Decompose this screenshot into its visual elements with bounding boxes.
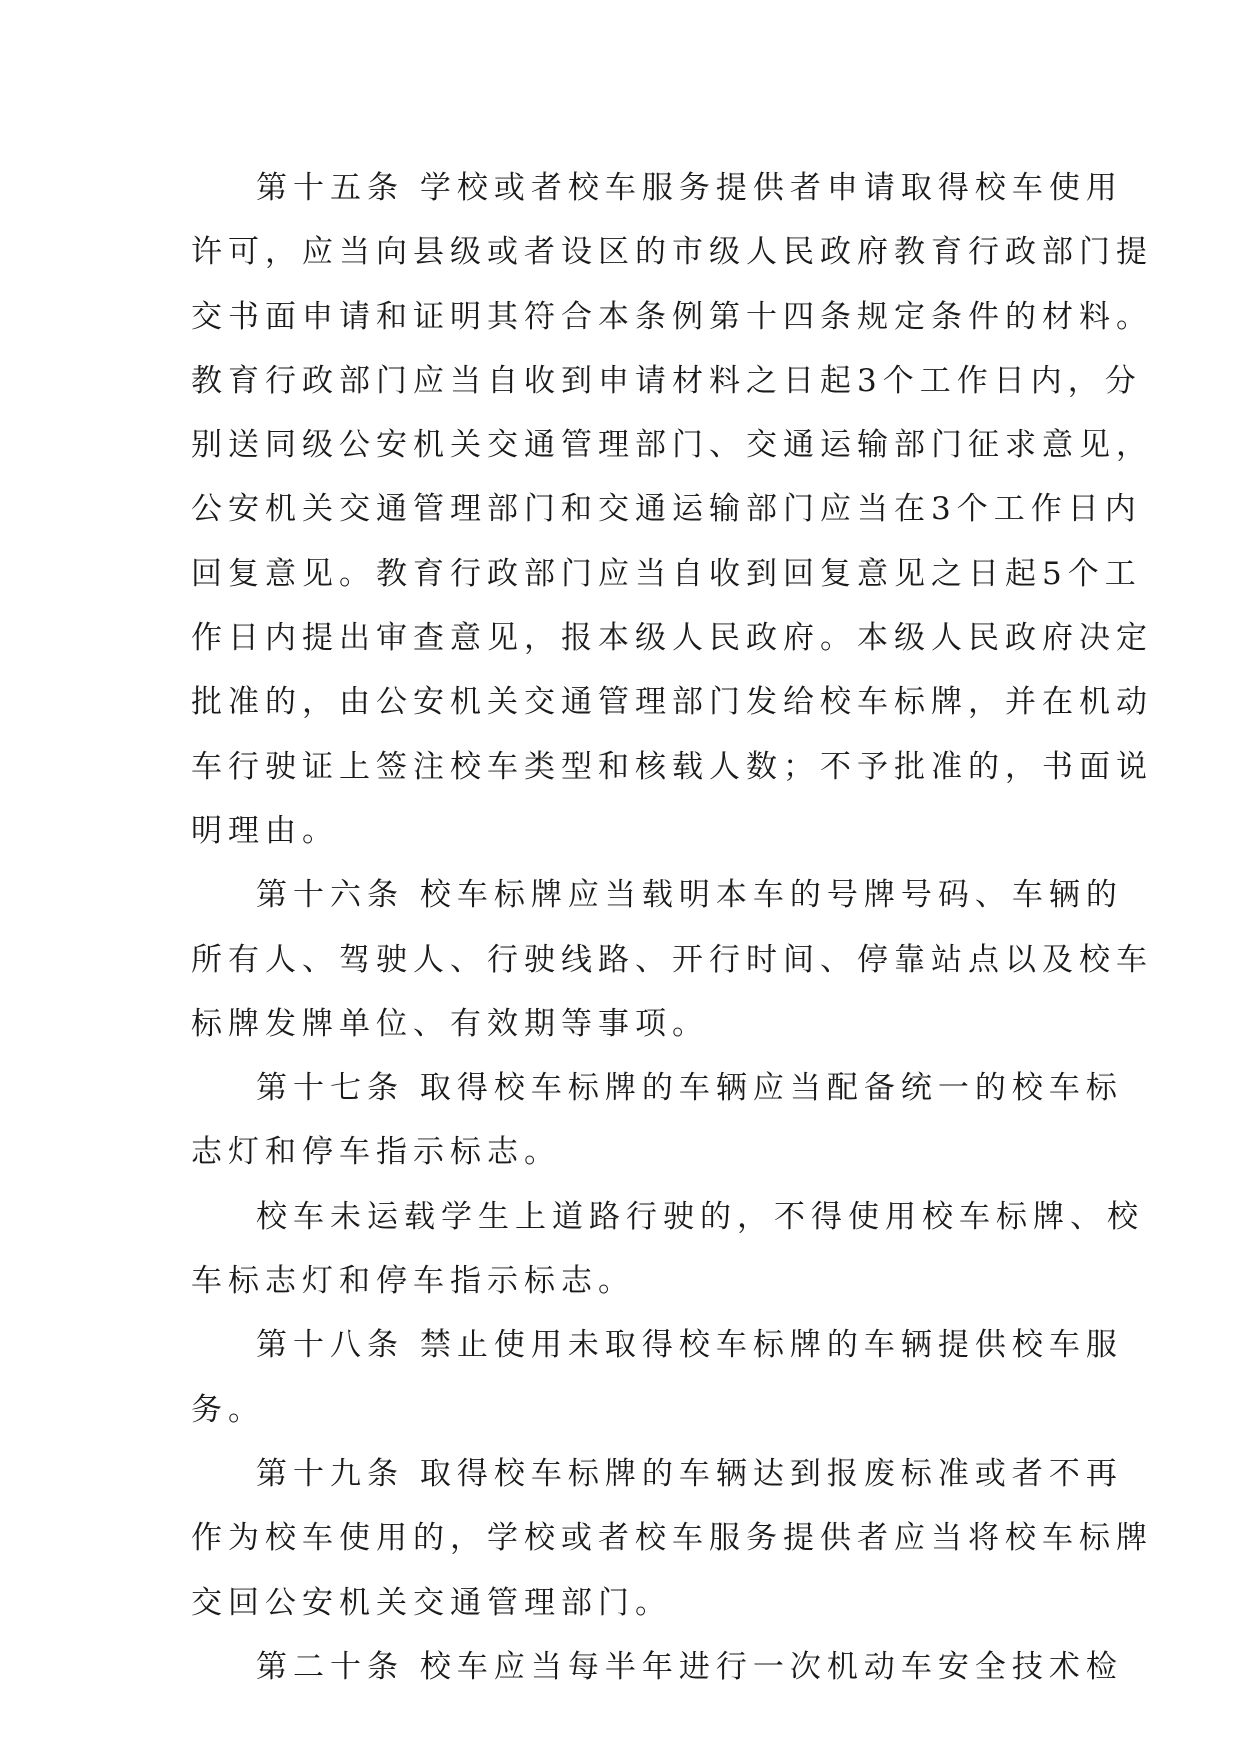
- text-line: 第二十条 校车应当每半年进行一次机动车安全技术检: [256, 1648, 1123, 1685]
- text-line: 所有人、驾驶人、行驶线路、开行时间、停靠站点以及校车: [191, 941, 1153, 978]
- document-body: [191, 156, 1153, 1699]
- text-line: 许可，应当向县级或者设区的市级人民政府教育行政部门提: [191, 234, 1153, 271]
- text-line: 第十九条 取得校车标牌的车辆达到报废标准或者不再: [256, 1455, 1123, 1492]
- text-line: 回复意见。教育行政部门应当自收到回复意见之日起5个工: [191, 555, 1142, 592]
- text-line: 明理由。: [191, 812, 339, 849]
- text-line: 志灯和停车指示标志。: [191, 1134, 561, 1171]
- text-line: 务。: [191, 1391, 265, 1428]
- text-line: 教育行政部门应当自收到申请材料之日起3个工作日内，分: [191, 362, 1142, 399]
- text-line: 第十七条 取得校车标牌的车辆应当配备统一的校车标: [256, 1070, 1123, 1107]
- text-line: 标牌发牌单位、有效期等事项。: [191, 1005, 709, 1042]
- text-line: 别送同级公安机关交通管理部门、交通运输部门征求意见，: [191, 427, 1153, 464]
- text-line: 交书面申请和证明其符合本条例第十四条规定条件的材料。: [191, 298, 1153, 335]
- text-line: 车行驶证上签注校车类型和核载人数；不予批准的，书面说: [191, 748, 1153, 785]
- text-line: 第十六条 校车标牌应当载明本车的号牌号码、车辆的: [256, 877, 1123, 914]
- text-line: 交回公安机关交通管理部门。: [191, 1584, 672, 1621]
- text-line: 车标志灯和停车指示标志。: [191, 1263, 635, 1300]
- text-line: 作为校车使用的，学校或者校车服务提供者应当将校车标牌: [191, 1520, 1153, 1557]
- text-line: 批准的，由公安机关交通管理部门发给校车标牌，并在机动: [191, 684, 1153, 721]
- text-line: 公安机关交通管理部门和交通运输部门应当在3个工作日内: [191, 491, 1142, 528]
- text-line: 第十八条 禁止使用未取得校车标牌的车辆提供校车服: [256, 1327, 1123, 1364]
- text-line: 作日内提出审查意见，报本级人民政府。本级人民政府决定: [191, 620, 1153, 657]
- text-line: 校车未运载学生上道路行驶的，不得使用校车标牌、校: [256, 1198, 1144, 1235]
- text-line: 第十五条 学校或者校车服务提供者申请取得校车使用: [256, 170, 1123, 206]
